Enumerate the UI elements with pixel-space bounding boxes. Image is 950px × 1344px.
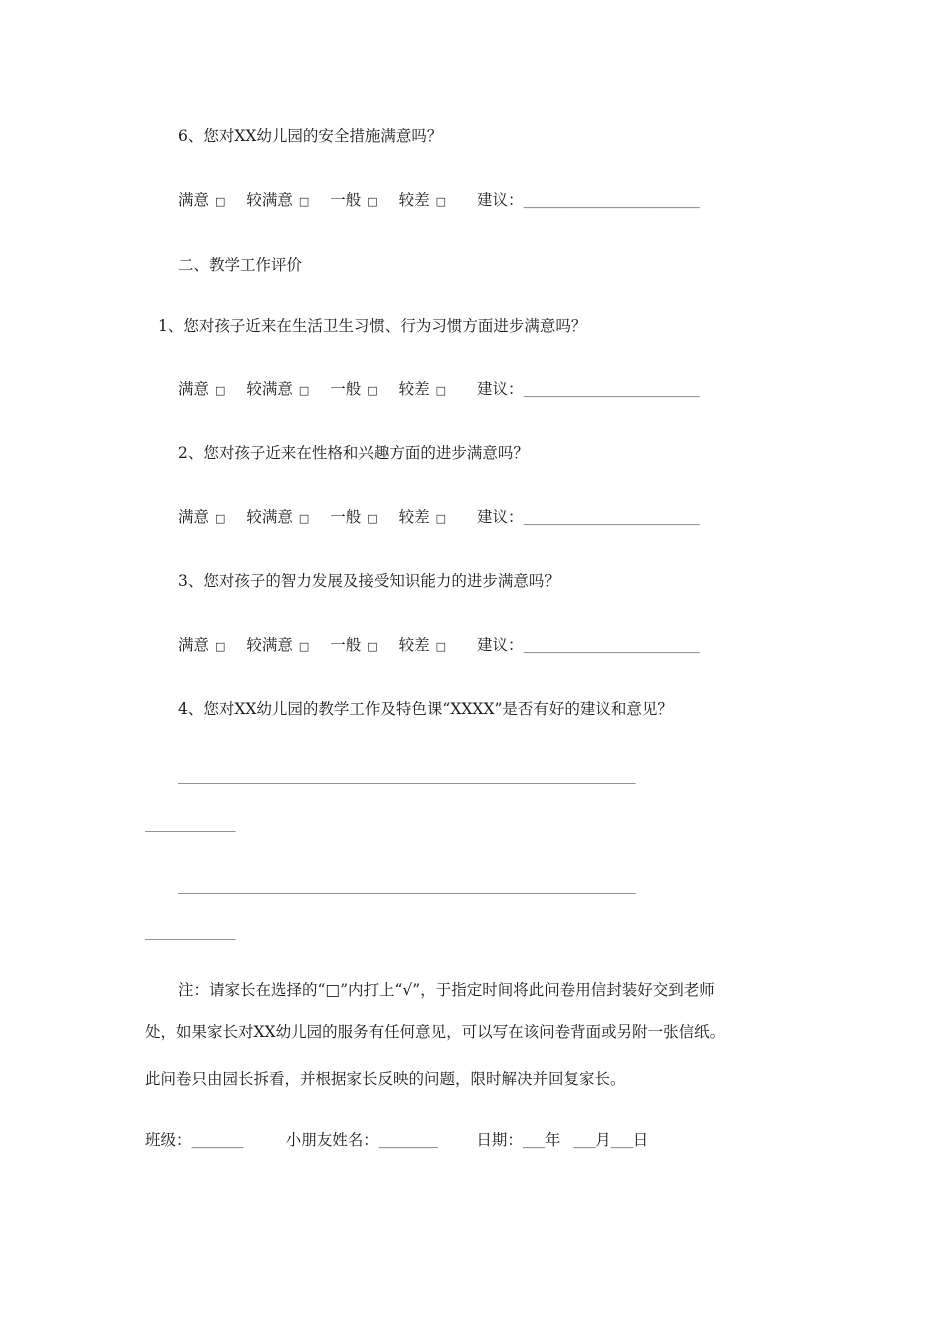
option-fairly-satisfied[interactable]: 较满意 □ xyxy=(246,507,309,529)
checkbox-icon[interactable]: □ xyxy=(435,512,446,525)
question-s2-1: 1、您对孩子近来在生活卫生习惯、行为习惯方面进步满意吗？ xyxy=(158,317,587,335)
answer-line[interactable]: __________________________________________________________________ xyxy=(178,879,636,894)
note-line-2: 处，如果家长对XX幼儿园的服务有任何意见，可以写在该问卷背面或另附一张信纸。 xyxy=(145,1023,726,1041)
option-poor[interactable]: 较差 □ xyxy=(399,379,446,401)
suggestion-label: 建议： xyxy=(476,508,524,526)
option-average[interactable]: 一般 □ xyxy=(330,635,377,657)
checkbox-icon[interactable]: □ xyxy=(367,195,378,208)
class-label: 班级： xyxy=(145,1131,192,1149)
section-title: 二、教学工作评价 xyxy=(178,256,303,274)
option-poor[interactable]: 较差 □ xyxy=(399,635,446,657)
checkbox-icon[interactable]: □ xyxy=(298,195,310,208)
day-label: 日 xyxy=(632,1131,649,1149)
option-fairly-satisfied[interactable]: 较满意 □ xyxy=(246,635,309,657)
answer-line[interactable]: _____________ xyxy=(145,817,236,832)
checkbox-icon[interactable]: □ xyxy=(215,195,226,208)
rating-row-s2q2 xyxy=(178,507,699,529)
option-poor[interactable]: 较差 □ xyxy=(399,190,446,212)
question-6: 6、您对XX幼儿园的安全措施满意吗？ xyxy=(178,127,443,145)
question-s2-4: 4、您对XX幼儿园的教学工作及特色课“XXXX”是否有好的建议和意见？ xyxy=(178,700,673,718)
month-label: 月 xyxy=(595,1131,611,1149)
footer-row xyxy=(145,1130,648,1152)
rating-row-s2q3 xyxy=(178,635,699,657)
suggestion-label: 建议： xyxy=(476,380,524,398)
suggestion-field[interactable]: ________________________ xyxy=(523,511,700,526)
checkbox-icon[interactable]: □ xyxy=(298,512,310,525)
checkbox-icon[interactable]: □ xyxy=(367,640,378,653)
option-satisfied[interactable]: 满意 □ xyxy=(178,635,225,657)
suggestion-label: 建议： xyxy=(476,636,524,654)
option-average[interactable]: 一般 □ xyxy=(330,379,377,401)
suggestion-field[interactable]: ________________________ xyxy=(523,383,700,398)
note-line-1: 注：请家长在选择的“□”内打上“√”，于指定时间将此问卷用信封装好交到老师 xyxy=(178,981,715,999)
answer-line[interactable]: __________________________________________________________________ xyxy=(178,769,636,784)
checkbox-icon[interactable]: □ xyxy=(215,512,226,525)
checkbox-icon[interactable]: □ xyxy=(435,640,446,653)
question-s2-3: 3、您对孩子的智力发展及接受知识能力的进步满意吗？ xyxy=(178,572,560,590)
checkbox-icon[interactable]: □ xyxy=(367,384,378,397)
year-field[interactable]: ___ xyxy=(522,1134,545,1149)
option-fairly-satisfied[interactable]: 较满意 □ xyxy=(246,379,309,401)
checkbox-icon[interactable]: □ xyxy=(298,384,310,397)
option-poor[interactable]: 较差 □ xyxy=(399,507,446,529)
suggestion-field[interactable]: ________________________ xyxy=(523,639,700,654)
checkbox-icon[interactable]: □ xyxy=(215,640,226,653)
note-line-3: 此问卷只由园长拆看，并根据家长反映的问题，限时解决并回复家长。 xyxy=(145,1070,626,1088)
option-fairly-satisfied[interactable]: 较满意 □ xyxy=(246,190,309,212)
checkbox-icon[interactable]: □ xyxy=(298,640,310,653)
year-label: 年 xyxy=(544,1131,561,1149)
checkbox-icon[interactable]: □ xyxy=(367,512,378,525)
child-name-label: 小朋友姓名： xyxy=(285,1131,379,1149)
option-satisfied[interactable]: 满意 □ xyxy=(178,190,225,212)
option-average[interactable]: 一般 □ xyxy=(330,190,377,212)
day-field[interactable]: ___ xyxy=(610,1134,633,1149)
checkbox-icon[interactable]: □ xyxy=(435,195,446,208)
rating-row-q6 xyxy=(178,190,699,212)
suggestion-field[interactable]: ________________________ xyxy=(523,194,700,209)
suggestion-label: 建议： xyxy=(476,191,524,209)
option-satisfied[interactable]: 满意 □ xyxy=(178,379,225,401)
class-field[interactable]: _______ xyxy=(191,1134,243,1149)
month-field[interactable]: ___ xyxy=(573,1134,596,1149)
checkbox-icon[interactable]: □ xyxy=(215,384,226,397)
answer-line[interactable]: _____________ xyxy=(145,925,236,940)
question-s2-2: 2、您对孩子近来在性格和兴趣方面的进步满意吗？ xyxy=(178,444,529,462)
rating-row-s2q1 xyxy=(178,379,699,401)
option-average[interactable]: 一般 □ xyxy=(330,507,377,529)
checkbox-icon[interactable]: □ xyxy=(435,384,446,397)
option-satisfied[interactable]: 满意 □ xyxy=(178,507,225,529)
child-name-field[interactable]: ________ xyxy=(378,1134,438,1149)
date-label: 日期： xyxy=(476,1131,523,1149)
